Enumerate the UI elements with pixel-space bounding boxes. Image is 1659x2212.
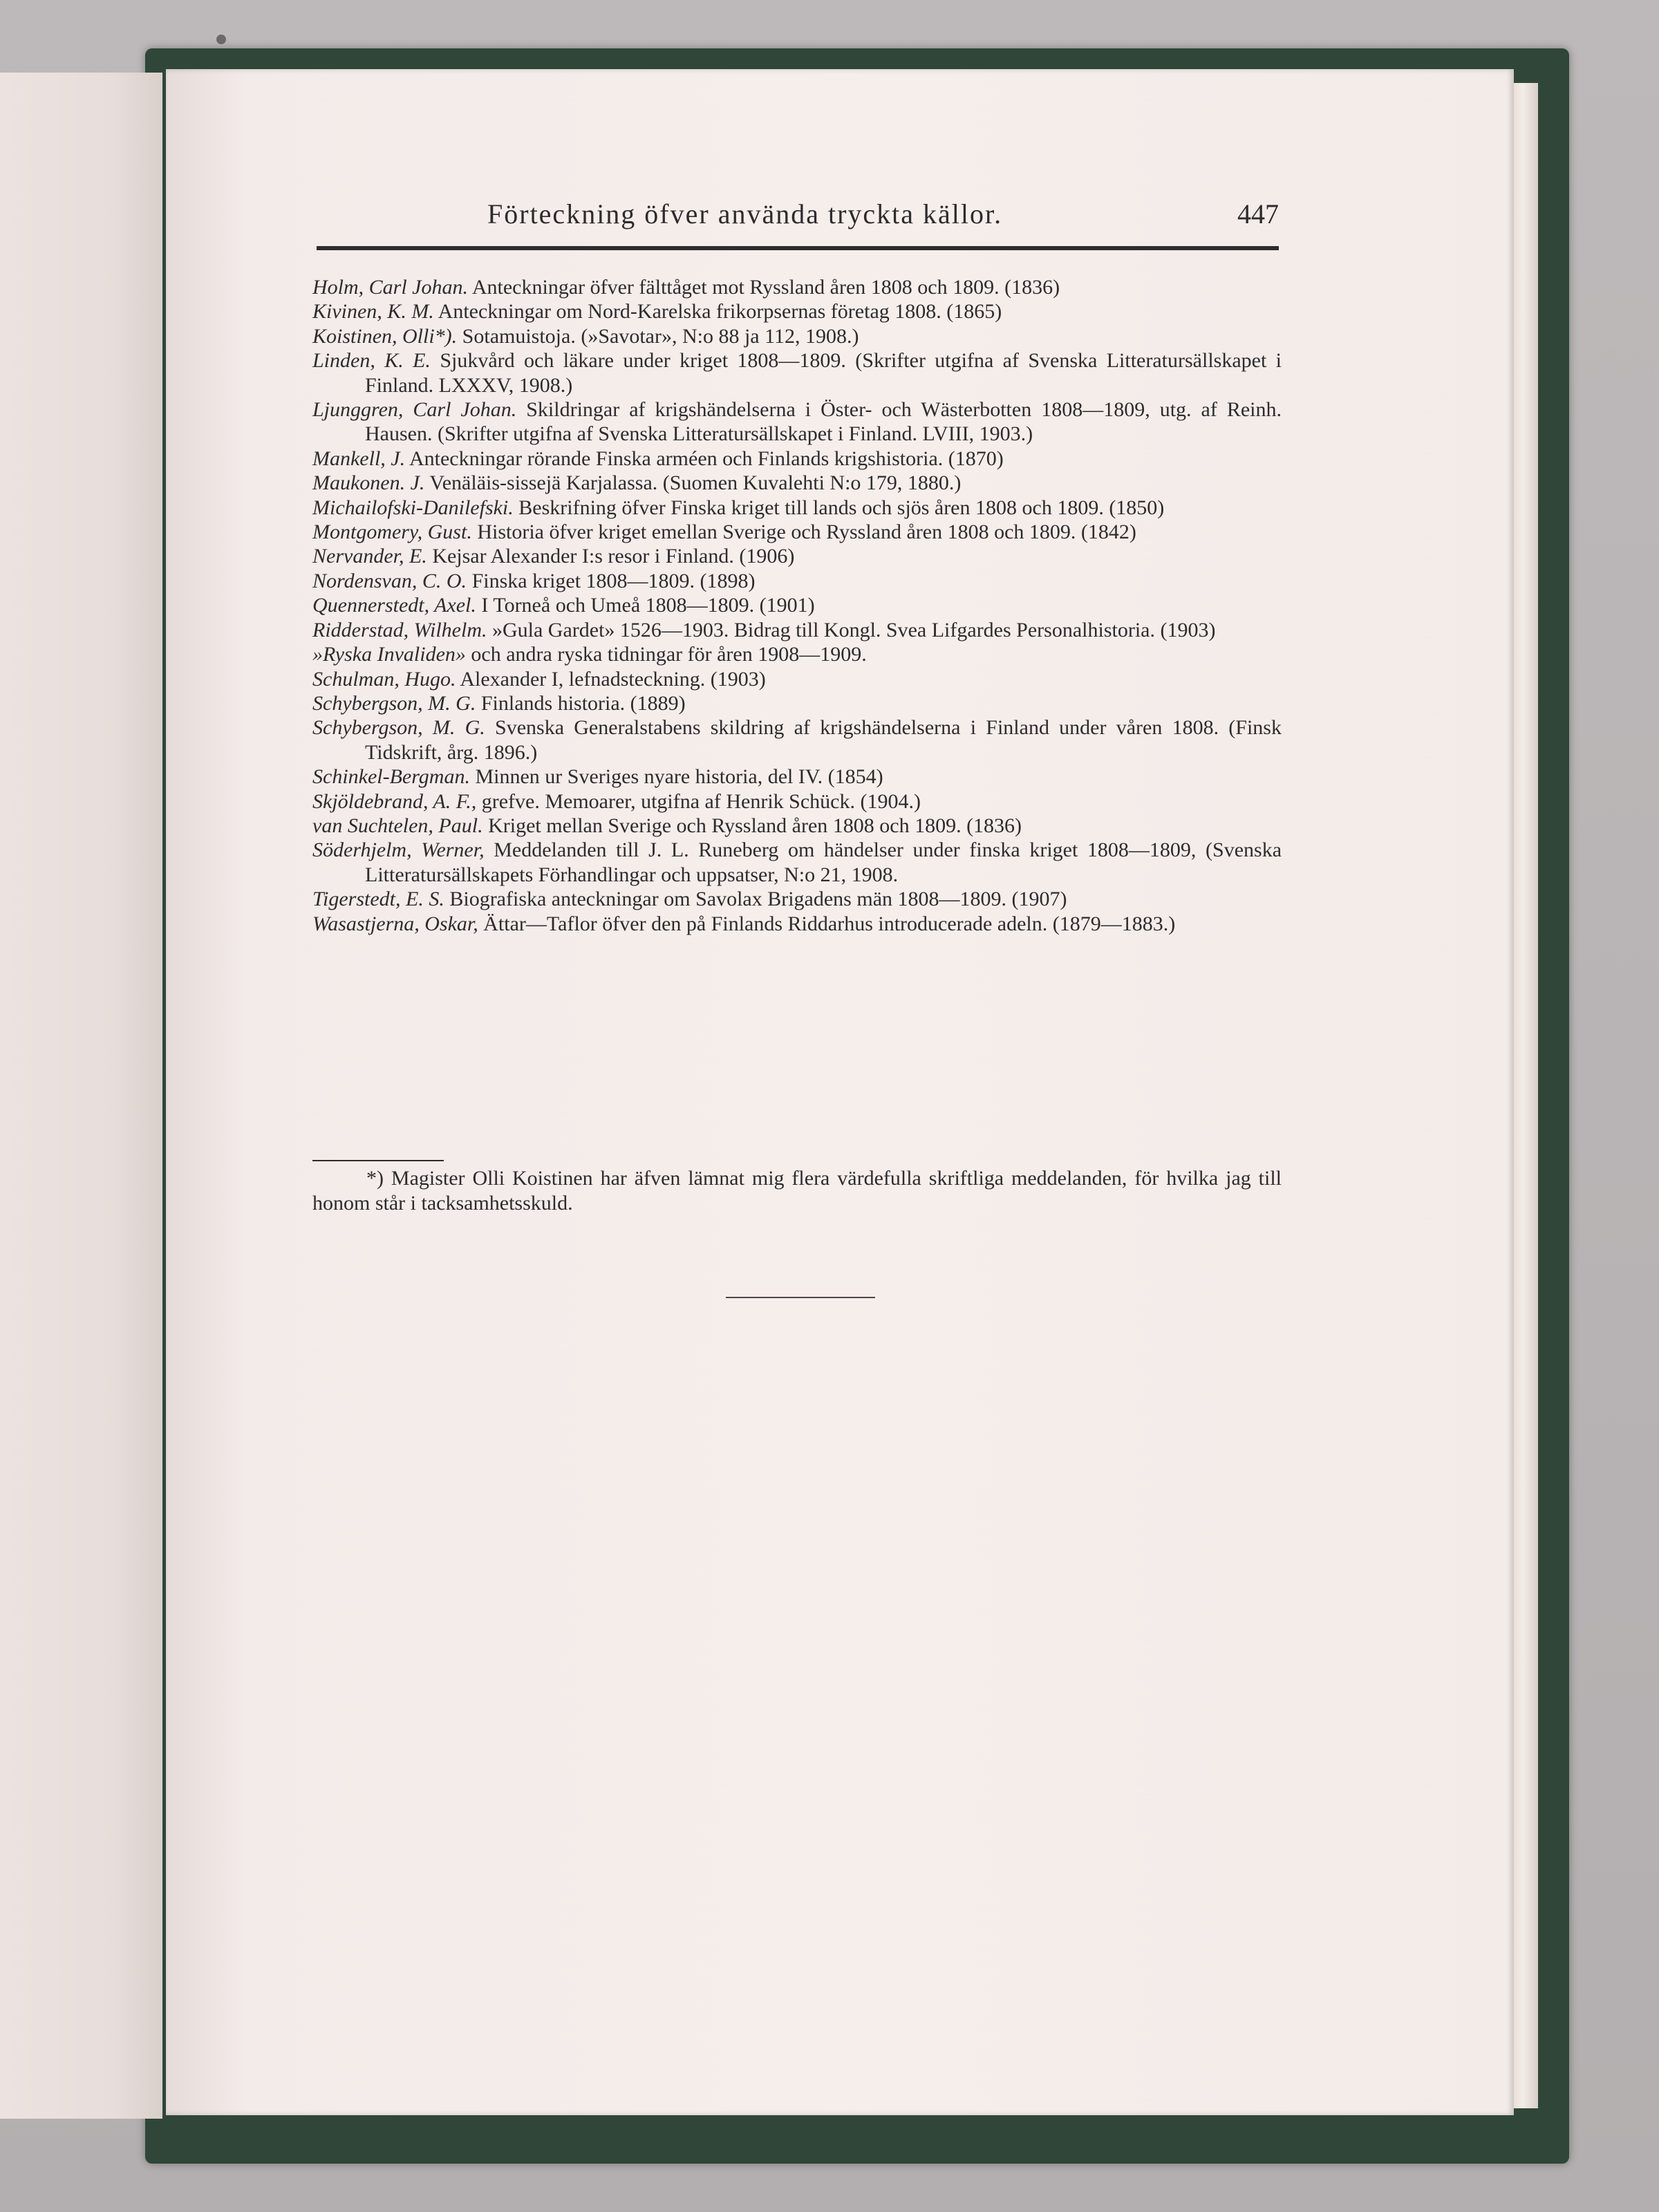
bibliography-entry (312, 618, 1282, 642)
entry-author: Maukonen. J. (312, 471, 425, 495)
entry-author: Schulman, Hugo. (312, 667, 456, 691)
entry-text: och andra ryska tidningar för åren 1908—1909. (471, 643, 867, 666)
bibliography-entry (312, 544, 1282, 568)
bibliography-entry (312, 471, 1282, 495)
entry-author: Ljunggren, Carl Johan. (312, 398, 517, 422)
entry-text: Venäläis-sissejä Karjalassa. (Suomen Kuvalehti N:o 179, 1880.) (429, 471, 962, 495)
entry-text: Anteckningar om Nord-Karelska frikorpsernas företag 1808. (1865) (438, 300, 1002, 324)
bibliography-entry (312, 593, 1282, 617)
entry-text: Sjukvård och läkare under kriget 1808—1809. (Skrifter utgifna af Svenska Litteratursällskapet i Finland. LXXXV, 1908.) (365, 349, 1282, 397)
entry-text: Skildringar af krigshändelserna i Öster- och Wästerbotten 1808—1809, utg. af Reinh. Hausen. (Skrifter utgifna af Svenska Litteratursällskapet i Finland. LVIII, 1903.) (365, 398, 1282, 446)
entry-author: Ridderstad, Wilhelm. (312, 618, 487, 641)
entry-text: Ättar—Taflor öfver den på Finlands Riddarhus introducerade adeln. (1879—1883.) (483, 912, 1176, 935)
header-rule (317, 246, 1279, 250)
entry-text: Beskrifning öfver Finska kriget till lands och sjös åren 1808 och 1809. (1850) (518, 496, 1165, 519)
entry-text: Anteckningar rörande Finska arméen och Finlands krigshistoria. (1870) (409, 447, 1004, 470)
entry-text: Anteckningar öfver fälttåget mot Ryssland åren 1808 och 1809. (1836) (471, 276, 1060, 299)
entry-author: Nordensvan, C. O. (312, 569, 467, 592)
entry-author: Schybergson, M. G. (312, 691, 476, 715)
bibliography-entry (312, 667, 1282, 691)
entry-text: grefve. Memoarer, utgifna af Henrik Schück. (1904.) (481, 789, 921, 813)
bibliography-entry (312, 691, 1282, 715)
entry-author: »Ryska Invaliden» (312, 643, 466, 666)
bibliography-entry (312, 397, 1282, 447)
bibliography-entry (312, 275, 1282, 299)
entry-text: Historia öfver kriget emellan Sverige och Ryssland åren 1808 och 1809. (1842) (477, 521, 1136, 544)
bibliography-entry (312, 324, 1282, 348)
bibliography-entry (312, 447, 1282, 471)
bibliography-entry (312, 642, 1282, 666)
entry-text: Kriget mellan Sverige och Ryssland åren 1808 och 1809. (1836) (488, 814, 1022, 837)
bibliography-entry (312, 887, 1282, 911)
bibliography-entry (312, 496, 1282, 520)
bibliography-entry (312, 520, 1282, 544)
bibliography-entry (312, 789, 1282, 814)
entry-author: Schybergson, M. G. (312, 716, 485, 740)
entry-author: Schinkel-Bergman. (312, 765, 470, 789)
bibliography-list (312, 275, 1282, 936)
page-fore-edge (1510, 83, 1538, 2108)
page-header (318, 198, 1279, 246)
entry-text: Meddelanden till J. L. Runeberg om händelser under finska kriget 1808—1809, (Svenska Litteratursällskapets Förhandlingar och uppsatser, N:o 21, 1908. (365, 838, 1282, 886)
entry-text: Sotamuistoja. (»Savotar», N:o 88 ja 112, 1908.) (462, 324, 859, 348)
entry-author: van Suchtelen, Paul. (312, 814, 483, 837)
entry-author: Koistinen, Olli*). (312, 324, 458, 348)
bibliography-entry (312, 765, 1282, 789)
running-title: Förteckning öfver använda tryckta källor. (487, 198, 1003, 229)
entry-author: Söderhjelm, Werner, (312, 838, 485, 862)
entry-author: Skjöldebrand, A. F., (312, 789, 477, 813)
bibliography-entry (312, 348, 1282, 397)
bibliography-entry (312, 569, 1282, 593)
entry-author: Quennerstedt, Axel. (312, 594, 476, 617)
entry-text: Kejsar Alexander I:s resor i Finland. (1906) (432, 545, 795, 568)
entry-author: Michailofski-Danilefski. (312, 496, 514, 519)
bibliography-entry (312, 838, 1282, 887)
entry-text: Svenska Generalstabens skildring af krigshändelserna i Finland under våren 1808. (Finsk Tidskrift, årg. 1896.) (365, 716, 1282, 764)
entry-author: Wasastjerna, Oskar, (312, 912, 478, 935)
entry-author: Nervander, E. (312, 545, 427, 568)
entry-author: Mankell, J. (312, 447, 406, 470)
entry-author: Montgomery, Gust. (312, 521, 472, 544)
footnote: *) Magister Olli Koistinen har äfven lämnat mig flera värdefulla skriftliga meddelanden, för hvilka jag till honom står i tacksamhetsskuld. (312, 1167, 1282, 1215)
bibliography-entry (312, 299, 1282, 324)
entry-author: Kivinen, K. M. (312, 300, 434, 324)
entry-text: Alexander I, lefnadsteckning. (1903) (460, 667, 766, 691)
entry-text: Finlands historia. (1889) (480, 691, 686, 715)
entry-text: Minnen ur Sveriges nyare historia, del IV. (1854) (475, 765, 883, 789)
bibliography-entry (312, 814, 1282, 838)
entry-author: Holm, Carl Johan. (312, 276, 468, 299)
entry-text: »Gula Gardet» 1526—1903. Bidrag till Kongl. Svea Lifgardes Personalhistoria. (1903) (491, 618, 1216, 641)
bibliography-entry (312, 912, 1282, 936)
left-page (0, 73, 162, 2119)
bibliography-entry (312, 715, 1282, 765)
page-number: 447 (1237, 198, 1279, 229)
entry-author: Linden, K. E. (312, 349, 431, 373)
entry-text: Biografiska anteckningar om Savolax Brigadens män 1808—1809. (1907) (449, 888, 1067, 911)
footnote-rule (312, 1160, 444, 1161)
end-rule (726, 1297, 875, 1298)
pin-mark (216, 35, 226, 44)
entry-text: I Torneå och Umeå 1808—1809. (1901) (481, 594, 815, 617)
entry-text: Finska kriget 1808—1809. (1898) (471, 569, 756, 592)
entry-author: Tigerstedt, E. S. (312, 888, 444, 911)
